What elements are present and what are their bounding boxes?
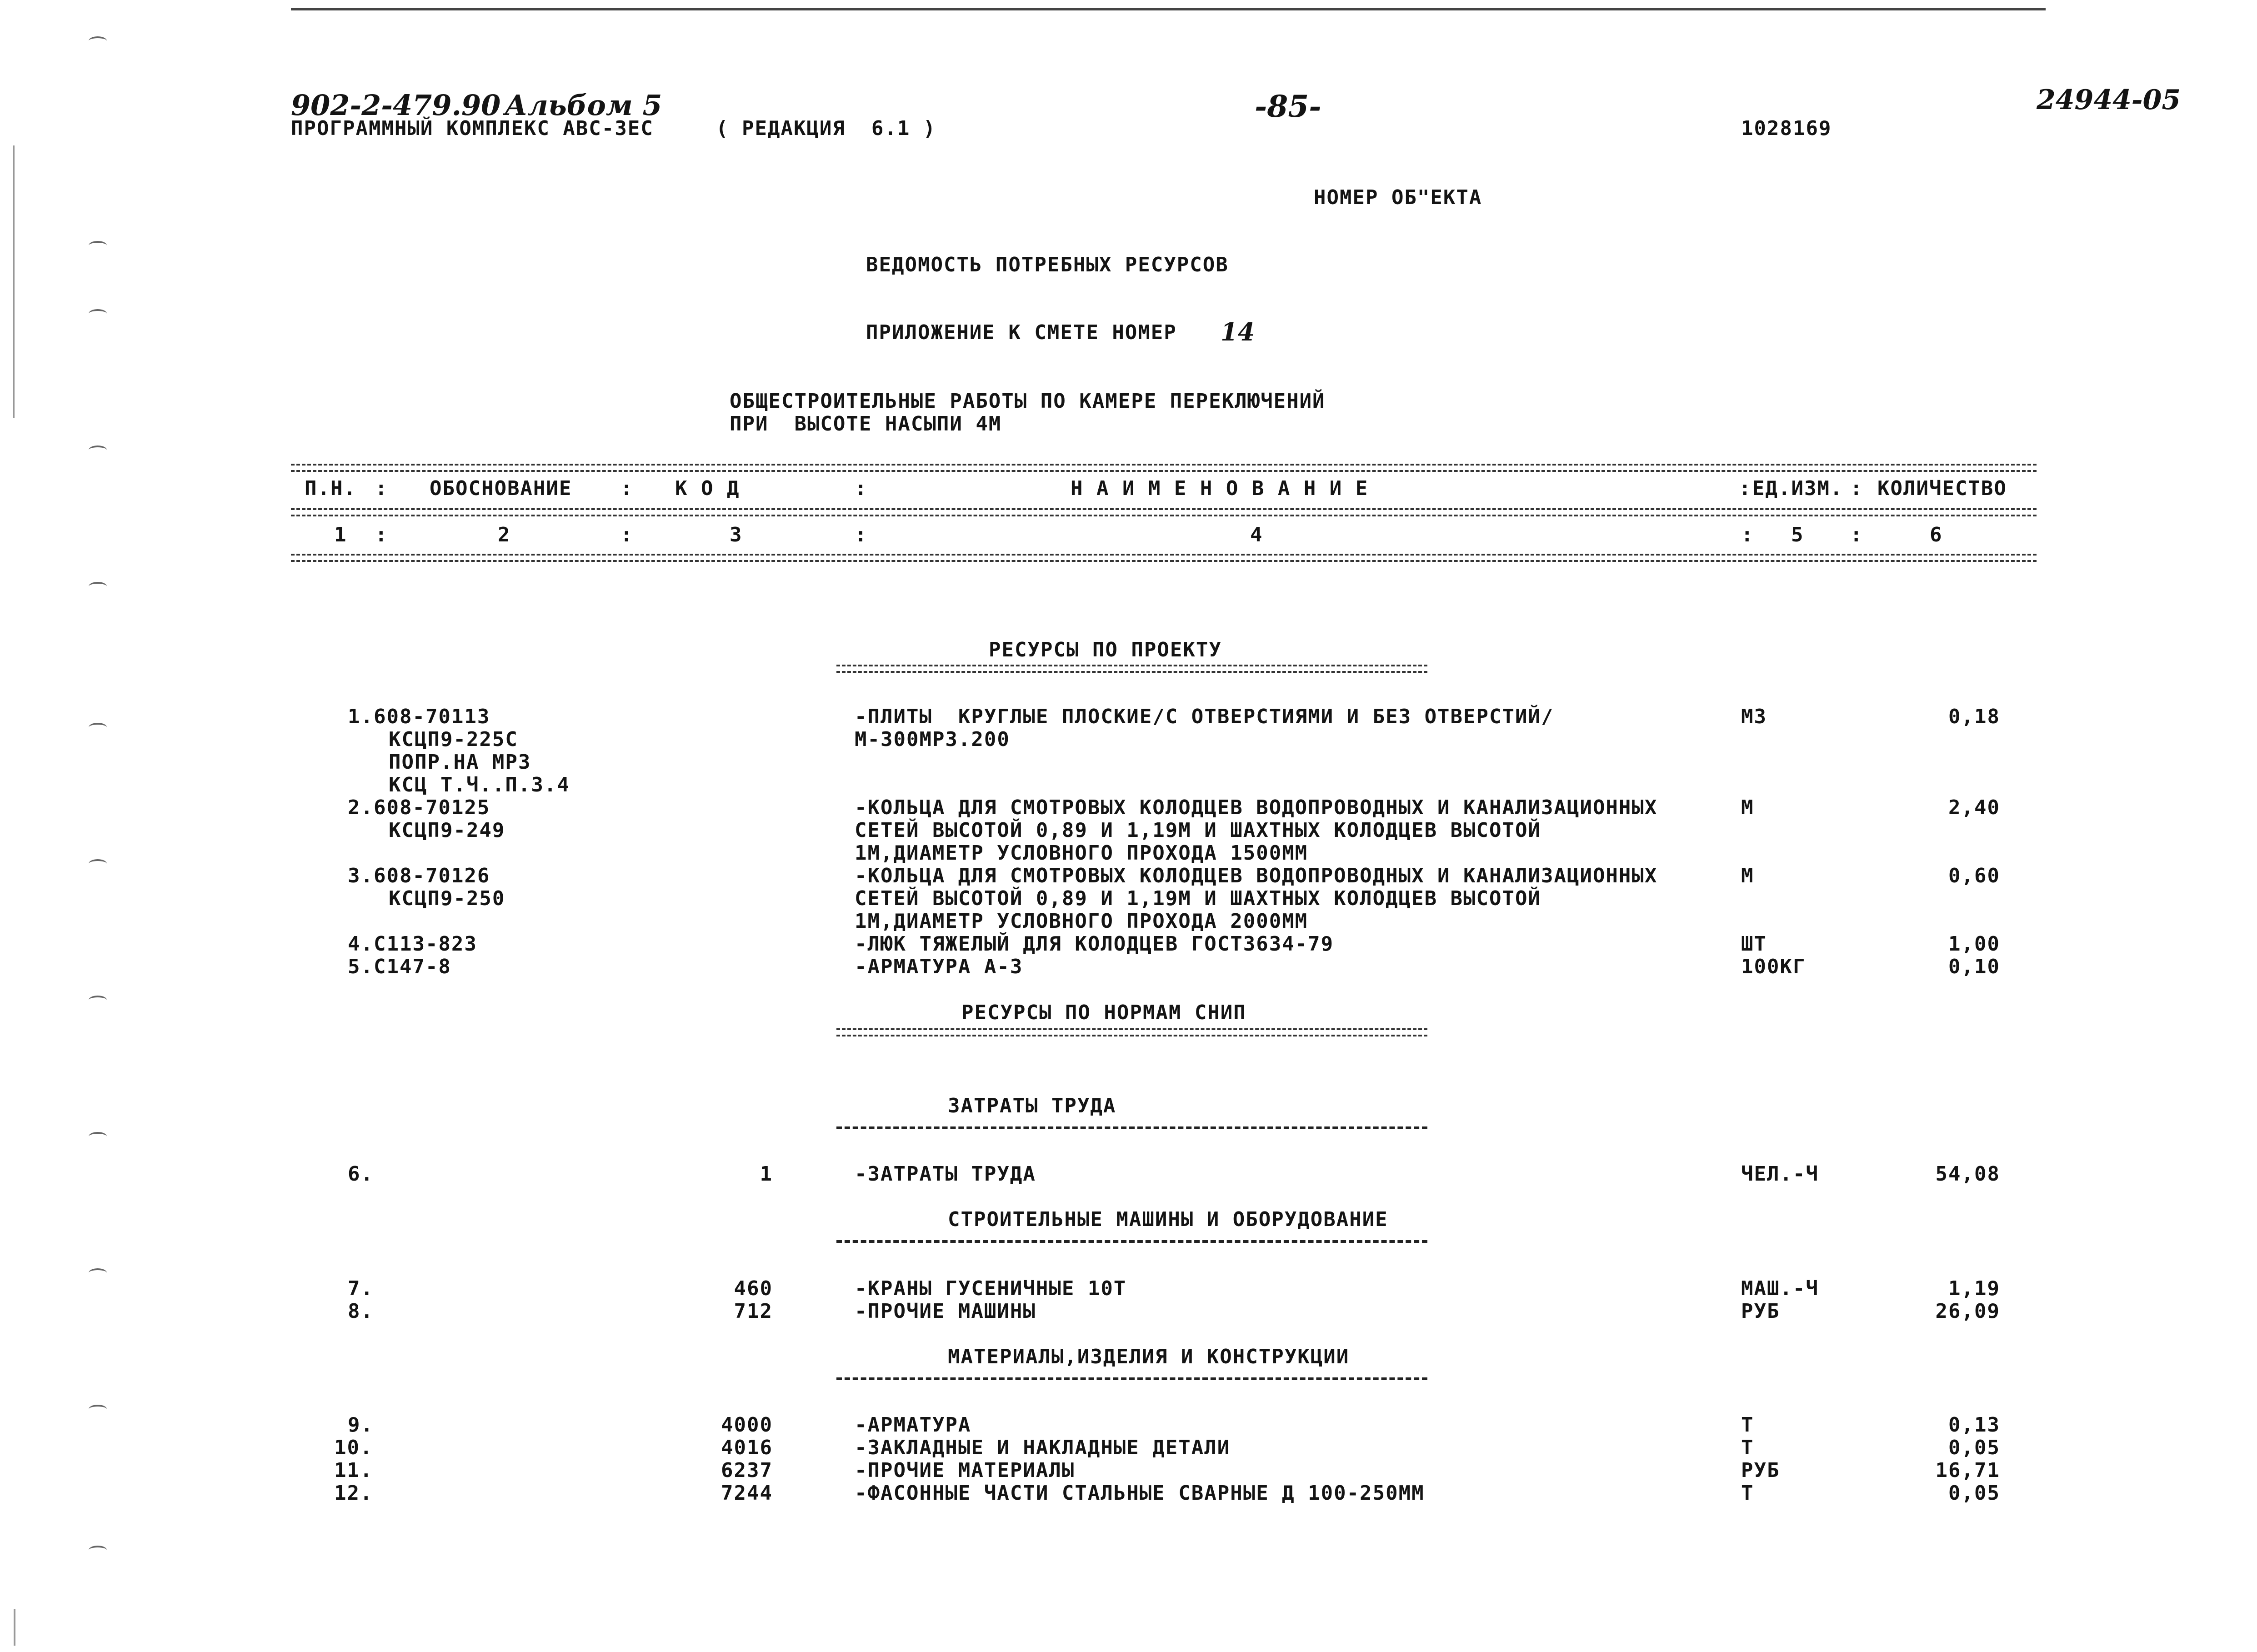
col-sep: : — [621, 523, 634, 546]
row-unit: Т — [1741, 1436, 1754, 1459]
row-pn: 8. — [348, 1300, 374, 1323]
scan-edge-left-2 — [14, 1609, 15, 1646]
col-sep: : — [1741, 523, 1754, 546]
page-number: -85- — [1255, 89, 1321, 124]
object-number-label: НОМЕР ОБ"ЕКТА — [1314, 186, 1482, 209]
row-unit: М — [1741, 864, 1754, 887]
table-rule-top — [291, 464, 2037, 472]
col-sep: : — [855, 523, 868, 546]
binding-mark — [89, 309, 107, 318]
row-name: -ПРОЧИЕ МАШИНЫ — [855, 1300, 1036, 1323]
col-sep: : — [375, 477, 388, 500]
binding-mark — [89, 241, 107, 250]
section-title-materials: МАТЕРИАЛЫ,ИЗДЕЛИЯ И КОНСТРУКЦИИ — [948, 1345, 1350, 1368]
section-underline — [836, 1028, 1427, 1036]
row-code: 4000 — [721, 1413, 773, 1437]
col-header-name: Н А И М Е Н О В А Н И Е — [1071, 477, 1369, 500]
handwritten-album: Альбом 5 — [505, 89, 662, 122]
row-name: -КОЛЬЦА ДЛЯ СМОТРОВЫХ КОЛОДЦЕВ ВОДОПРОВОДНЫХ И КАНАЛИЗАЦИОННЫХ — [855, 864, 1658, 887]
col-sep: : — [1850, 523, 1863, 546]
row-unit: 100КГ — [1741, 955, 1806, 978]
row-qty: 0,10 — [1948, 955, 2000, 978]
row-name: 1М,ДИАМЕТР УСЛОВНОГО ПРОХОДА 2000ММ — [855, 910, 1308, 933]
doc-number: 1028169 — [1741, 117, 1832, 140]
col-header-qty: КОЛИЧЕСТВО — [1877, 477, 2007, 500]
row-pn: 2.608-70125 — [348, 796, 490, 819]
subtitle-line-1: ОБЩЕСТРОИТЕЛЬНЫЕ РАБОТЫ ПО КАМЕРЕ ПЕРЕКЛЮЧЕНИЙ — [730, 390, 1326, 413]
row-pn: 12. — [334, 1482, 373, 1505]
binding-mark — [89, 1132, 107, 1141]
row-qty: 0,60 — [1948, 864, 2000, 887]
row-code: 7244 — [721, 1482, 773, 1505]
row-qty: 1,00 — [1948, 932, 2000, 956]
corner-number: 24944-05 — [2037, 84, 2181, 116]
appendix-label: ПРИЛОЖЕНИЕ К СМЕТЕ НОМЕР — [866, 321, 1177, 344]
col-sep: : — [1850, 477, 1863, 500]
row-basis: ПОПР.НА МРЗ — [389, 751, 531, 774]
col-sep: : — [855, 477, 868, 500]
handwritten-code: 902-2-479.90 — [291, 89, 501, 122]
binding-mark — [89, 859, 107, 868]
row-name: -ЗАТРАТЫ ТРУДА — [855, 1162, 1036, 1186]
row-name: М-300МРЗ.200 — [855, 728, 1010, 751]
scan-edge-top — [291, 8, 2046, 10]
row-qty: 0,05 — [1948, 1482, 2000, 1505]
binding-mark — [89, 582, 107, 591]
col-sep: : — [375, 523, 388, 546]
row-code: 1 — [760, 1162, 773, 1186]
row-qty: 0,05 — [1948, 1436, 2000, 1459]
table-rule-mid — [291, 508, 2037, 516]
row-name: -КРАНЫ ГУСЕНИЧНЫЕ 10Т — [855, 1277, 1127, 1300]
row-name: -АРМАТУРА А-3 — [855, 955, 1023, 978]
row-name: -АРМАТУРА — [855, 1413, 971, 1437]
row-qty: 0,13 — [1948, 1413, 2000, 1437]
col-header-code: К О Д — [675, 477, 740, 500]
row-name: -ЛЮК ТЯЖЕЛЫЙ ДЛЯ КОЛОДЦЕВ ГОСТ3634-79 — [855, 932, 1334, 956]
edition: ( РЕДАКЦИЯ 6.1 ) — [716, 117, 936, 140]
row-qty: 2,40 — [1948, 796, 2000, 819]
row-unit: М3 — [1741, 705, 1767, 728]
binding-mark — [89, 1268, 107, 1277]
binding-mark — [89, 723, 107, 732]
section-underline — [836, 1126, 1427, 1129]
col-number: 1 — [334, 523, 347, 546]
section-title-project: РЕСУРСЫ ПО ПРОЕКТУ — [989, 638, 1222, 661]
row-pn: 4.С113-823 — [348, 932, 477, 956]
row-unit: РУБ — [1741, 1459, 1780, 1482]
row-basis: КСЦ Т.Ч..П.3.4 — [389, 773, 570, 796]
subtitle-line-2: ПРИ ВЫСОТЕ НАСЫПИ 4М — [730, 412, 1002, 436]
binding-mark — [89, 1405, 107, 1414]
row-unit: ЧЕЛ.-Ч — [1741, 1162, 1819, 1186]
col-number: 3 — [730, 523, 743, 546]
row-code: 460 — [734, 1277, 773, 1300]
row-qty: 26,09 — [1935, 1300, 2000, 1323]
row-unit: Т — [1741, 1482, 1754, 1505]
section-underline — [836, 665, 1427, 673]
row-name: -ПРОЧИЕ МАТЕРИАЛЫ — [855, 1459, 1075, 1482]
binding-mark — [89, 1546, 107, 1555]
section-title-labor: ЗАТРАТЫ ТРУДА — [948, 1094, 1116, 1117]
section-title-snip: РЕСУРСЫ ПО НОРМАМ СНИП — [961, 1001, 1246, 1024]
row-pn: 10. — [334, 1436, 373, 1459]
row-unit: Т — [1741, 1413, 1754, 1437]
row-qty: 16,71 — [1935, 1459, 2000, 1482]
col-number: 5 — [1791, 523, 1804, 546]
row-pn: 11. — [334, 1459, 373, 1482]
row-name: -ПЛИТЫ КРУГЛЫЕ ПЛОСКИЕ/С ОТВЕРСТИЯМИ И БЕЗ ОТВЕРСТИЙ/ — [855, 705, 1554, 728]
section-underline — [836, 1377, 1427, 1380]
binding-mark — [89, 446, 107, 455]
row-name: СЕТЕЙ ВЫСОТОЙ 0,89 И 1,19М И ШАХТНЫХ КОЛОДЦЕВ ВЫСОТОЙ — [855, 887, 1541, 910]
col-number: 6 — [1930, 523, 1943, 546]
row-pn: 6. — [348, 1162, 374, 1186]
col-header-basis: ОБОСНОВАНИЕ — [430, 477, 572, 500]
row-name: -ЗАКЛАДНЫЕ И НАКЛАДНЫЕ ДЕТАЛИ — [855, 1436, 1231, 1459]
col-header-unit: ЕД.ИЗМ. — [1752, 477, 1843, 500]
col-number: 2 — [498, 523, 511, 546]
row-pn: 7. — [348, 1277, 374, 1300]
table-rule-bottom — [291, 554, 2037, 562]
col-header-pn: П.Н. — [305, 477, 356, 500]
row-name: 1М,ДИАМЕТР УСЛОВНОГО ПРОХОДА 1500ММ — [855, 841, 1308, 865]
row-code: 712 — [734, 1300, 773, 1323]
row-pn: 3.608-70126 — [348, 864, 490, 887]
binding-mark — [89, 36, 107, 45]
row-pn: 9. — [348, 1413, 374, 1437]
row-name: -КОЛЬЦА ДЛЯ СМОТРОВЫХ КОЛОДЦЕВ ВОДОПРОВОДНЫХ И КАНАЛИЗАЦИОННЫХ — [855, 796, 1658, 819]
appendix-number: 14 — [1221, 317, 1255, 346]
page-title: ВЕДОМОСТЬ ПОТРЕБНЫХ РЕСУРСОВ — [866, 253, 1229, 276]
row-pn: 1.608-70113 — [348, 705, 490, 728]
row-qty: 1,19 — [1948, 1277, 2000, 1300]
row-unit: ШТ — [1741, 932, 1767, 956]
binding-mark — [89, 996, 107, 1005]
scan-edge-left — [13, 145, 15, 418]
row-unit: РУБ — [1741, 1300, 1780, 1323]
row-code: 4016 — [721, 1436, 773, 1459]
row-unit: М — [1741, 796, 1754, 819]
row-basis: КСЦП9-250 — [389, 887, 505, 910]
col-number: 4 — [1250, 523, 1263, 546]
row-pn: 5.С147-8 — [348, 955, 451, 978]
row-unit: МАШ.-Ч — [1741, 1277, 1819, 1300]
section-underline — [836, 1240, 1427, 1243]
col-sep: : — [1739, 477, 1752, 500]
row-name: СЕТЕЙ ВЫСОТОЙ 0,89 И 1,19М И ШАХТНЫХ КОЛОДЦЕВ ВЫСОТОЙ — [855, 819, 1541, 842]
row-qty: 0,18 — [1948, 705, 2000, 728]
row-code: 6237 — [721, 1459, 773, 1482]
col-sep: : — [621, 477, 634, 500]
row-basis: КСЦП9-225С — [389, 728, 518, 751]
section-title-machines: СТРОИТЕЛЬНЫЕ МАШИНЫ И ОБОРУДОВАНИЕ — [948, 1208, 1388, 1231]
row-name: -ФАСОННЫЕ ЧАСТИ СТАЛЬНЫЕ СВАРНЫЕ Д 100-250ММ — [855, 1482, 1425, 1505]
program-line: ПРОГРАММНЫЙ КОМПЛЕКС АВС-3ЕС — [291, 117, 654, 140]
row-qty: 54,08 — [1935, 1162, 2000, 1186]
row-basis: КСЦП9-249 — [389, 819, 505, 842]
